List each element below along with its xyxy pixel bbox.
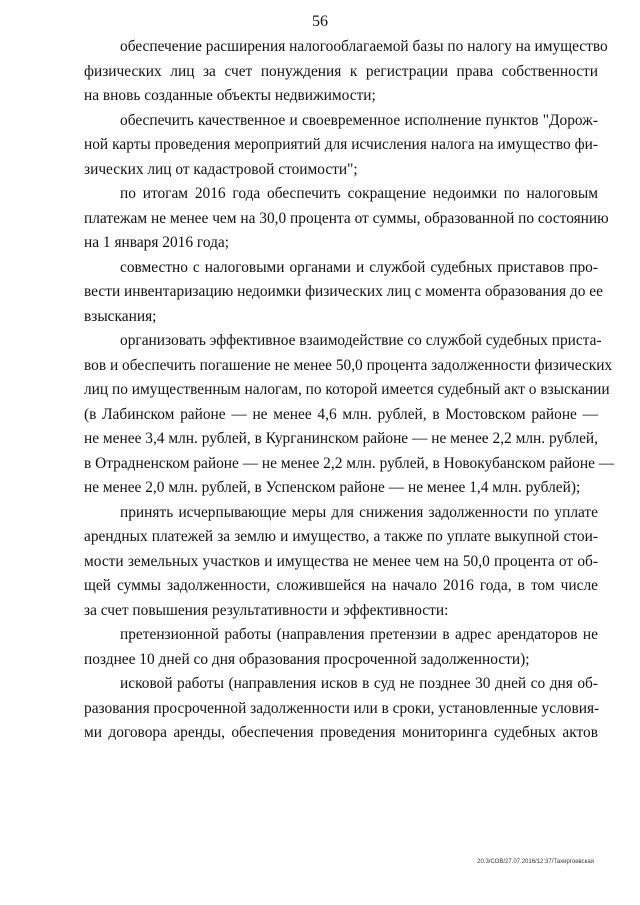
page-number: 56 — [312, 13, 328, 30]
text-line: ной карты проведения мероприятий для исчисления налога на имущество фи- — [84, 136, 598, 153]
text-line: физических лиц за счет понуждения к регистрации права собственности — [84, 62, 598, 80]
text-line: совместно с налоговыми органами и службой судебных приставов про- — [120, 258, 598, 276]
text-line: лиц по имущественным налогам, по которой имеется судебный акт о взыскании — [84, 381, 610, 398]
text-line: разования просроченной задолженности или в сроки, установленные условия- — [84, 699, 600, 717]
text-line: исковой работы (направления исков в суд не позднее 30 дней со дня об- — [120, 675, 598, 692]
text-line: не менее 3,4 млн. рублей, в Курганинском районе — не менее 2,2 млн. рублей, — [84, 430, 598, 447]
text-line: позднее 10 дней со дня образования просроченной задолженности); — [84, 650, 530, 668]
text-line: принять исчерпывающие меры для снижения задолженности по уплате — [120, 503, 598, 521]
text-line: в Отрадненском районе — не менее 2,2 млн. рублей, в Новокубанском районе — — [84, 454, 615, 472]
text-line: на 1 января 2016 года; — [84, 234, 230, 251]
text-line: вов и обеспечить погашение не менее 50,0 процента задолженности физических — [84, 356, 613, 374]
text-line: взыскания; — [84, 307, 157, 325]
document-body — [84, 35, 615, 746]
text-line: не менее 2,0 млн. рублей, в Успенском районе — не менее 1,4 млн. рублей); — [84, 479, 581, 496]
text-line: мости земельных участков и имущества не менее чем на 50,0 процента от об- — [84, 552, 598, 570]
text-line: (в Лабинском районе — не менее 4,6 млн. рублей, в Мостовском районе — — [84, 405, 598, 423]
text-line: вести инвентаризацию недоимки физических лиц с момента образования до ее — [84, 283, 603, 300]
footer-stamp: 20.3/СОВ/27.07.2016/12:37/Тахиргоевская — [477, 859, 594, 865]
text-line: организовать эффективное взаимодействие со службой судебных приста- — [120, 332, 602, 349]
text-line: обеспечение расширения налогооблагаемой базы по налогу на имущество — [120, 38, 608, 55]
text-line: по итогам 2016 года обеспечить сокращение недоимки по налоговым — [120, 185, 598, 202]
text-line: обеспечить качественное и своевременное исполнение пунктов "Дорож- — [120, 111, 598, 129]
text-line: зических лиц от кадастровой стоимости"; — [84, 160, 358, 178]
text-line: претензионной работы (направления претензии в адрес арендаторов не — [120, 626, 598, 643]
text-line: за счет повышения результативности и эффективности: — [84, 601, 449, 619]
text-line: на вновь созданные объекты недвижимости; — [84, 87, 376, 104]
text-line: арендных платежей за землю и имущество, а также по уплате выкупной стои- — [84, 528, 598, 545]
text-line: щей суммы задолженности, сложившейся на начало 2016 года, в том числе — [84, 577, 598, 594]
text-line: ми договора аренды, обеспечения проведения мониторинга судебных актов — [84, 724, 598, 741]
text-line: платежам не менее чем на 30,0 процента от суммы, образованной по состоянию — [84, 209, 609, 227]
